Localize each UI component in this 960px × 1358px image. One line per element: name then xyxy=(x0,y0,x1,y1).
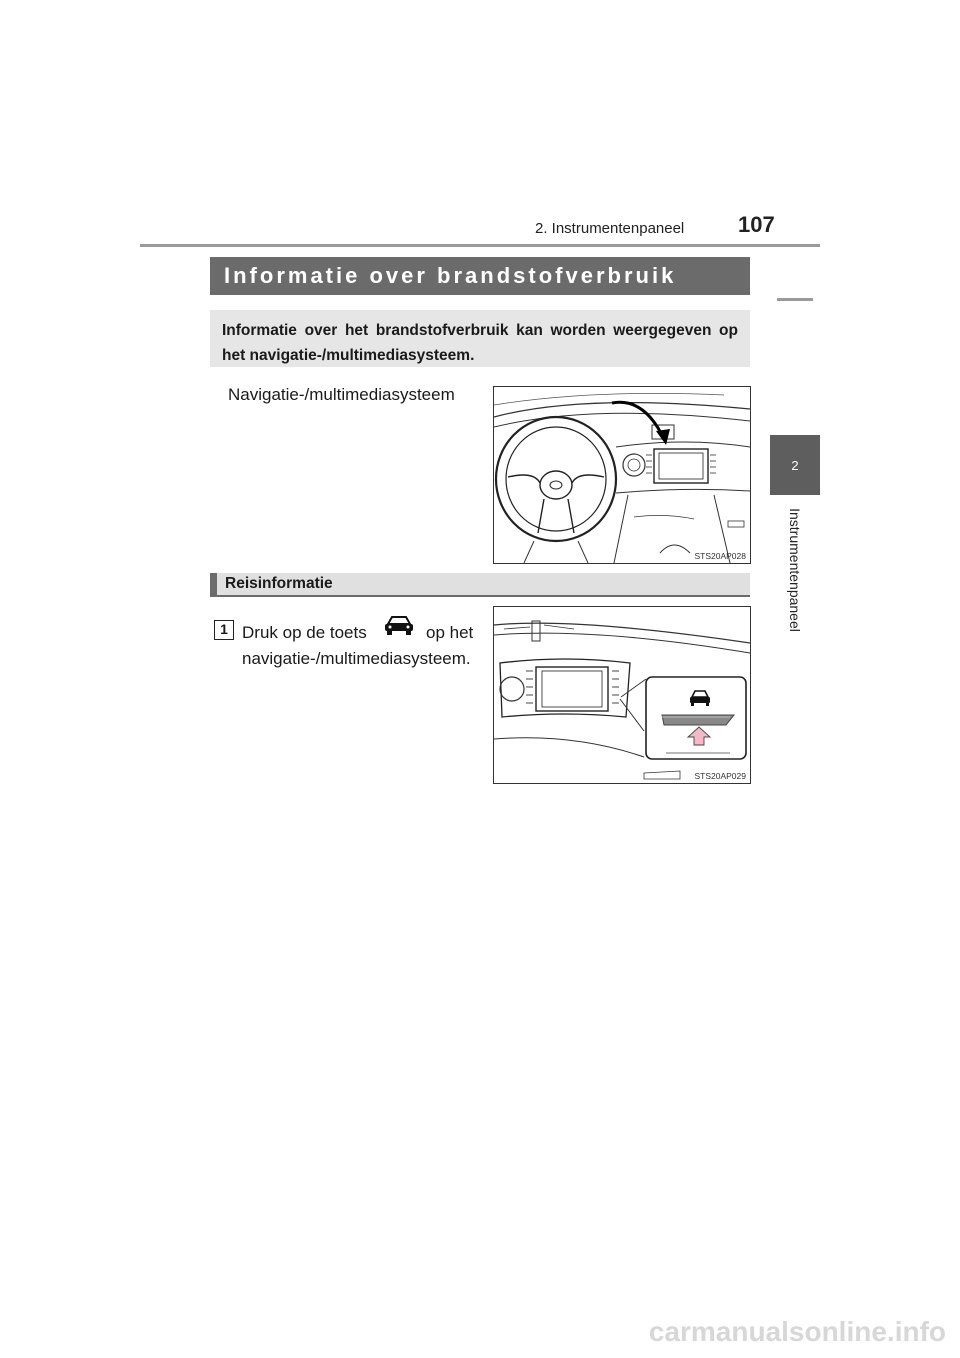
intro-box: Informatie over het brandstofverbruik kan worden weergegeven op het navigatie-/multimediasysteem. xyxy=(210,310,750,367)
step1-text-end: op het xyxy=(426,623,474,642)
car-info-icon xyxy=(382,614,416,636)
step-number: 1 xyxy=(214,620,234,640)
section-title: Informatie over brandstofverbruik xyxy=(210,257,750,295)
page-number: 107 xyxy=(738,212,775,237)
dashboard-drawing xyxy=(494,387,750,563)
figure2-code: STS20AP029 xyxy=(694,771,746,781)
running-header: 2. Instrumentenpaneel xyxy=(535,220,685,237)
subsection-title: Reisinformatie xyxy=(210,573,750,597)
step1-text-line2: navigatie-/multimediasysteem. xyxy=(242,649,471,668)
figure1-code: STS20AP028 xyxy=(694,551,746,561)
dashboard-illustration xyxy=(493,386,751,564)
chapter-tab xyxy=(770,435,820,495)
chapter-side-label: Instrumentenpaneel xyxy=(787,508,803,632)
step1-text-start: Druk op de toets xyxy=(242,623,367,642)
figure1-caption: Navigatie-/multimediasysteem xyxy=(228,385,455,404)
console-drawing xyxy=(494,607,750,783)
chapter-number: 2 xyxy=(791,457,799,473)
watermark: carmanualsonline.info xyxy=(648,1316,946,1347)
button-location-illustration xyxy=(493,606,751,784)
header-rule xyxy=(140,244,820,247)
side-rule xyxy=(777,298,813,301)
